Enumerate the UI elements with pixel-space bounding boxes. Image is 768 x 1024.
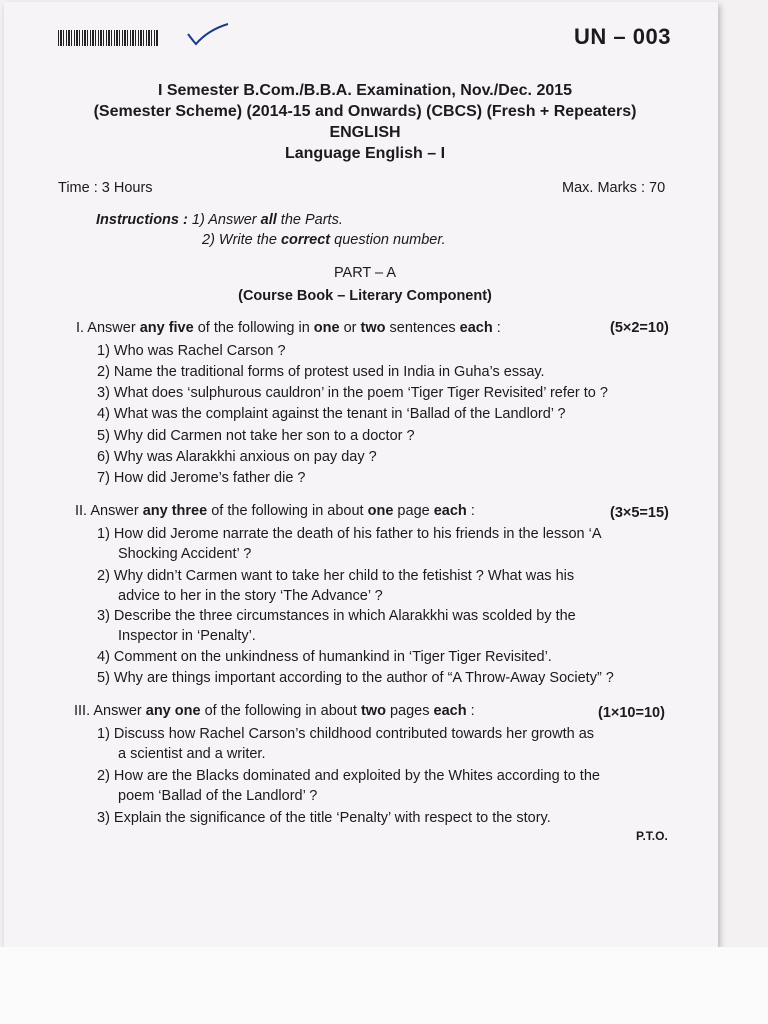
heading-text: : bbox=[466, 703, 475, 719]
time-label: Time : 3 Hours bbox=[58, 180, 153, 196]
instruction-1 bbox=[96, 212, 343, 228]
question: 4) What was the complaint against the tenant in ‘Ballad of the Landlord’ ? bbox=[97, 406, 566, 422]
section-marks: (1×10=10) bbox=[598, 705, 665, 721]
heading-emph: each bbox=[433, 703, 467, 719]
heading-emph: two bbox=[360, 703, 386, 719]
question-line: poem ‘Ballad of the Landlord’ ? bbox=[118, 788, 318, 804]
heading-text: Answer bbox=[93, 703, 146, 719]
part-title: PART – A bbox=[333, 265, 397, 281]
max-marks: Max. Marks : 70 bbox=[562, 180, 666, 196]
question-line: a scientist and a writer. bbox=[118, 746, 266, 762]
question: 6) Why was Alarakkhi anxious on pay day ? bbox=[97, 449, 377, 465]
question-line: 1) How did Jerome narrate the death of his father to his friends in the lesson ‘A bbox=[97, 526, 602, 542]
instructions-label: Instructions : bbox=[96, 212, 188, 228]
heading-emph: each bbox=[433, 503, 467, 519]
instruction-2 bbox=[202, 232, 446, 248]
heading-emph: any three bbox=[142, 503, 208, 519]
heading-text: of the following in about bbox=[207, 503, 368, 519]
part-subtitle: (Course Book – Literary Component) bbox=[238, 288, 492, 304]
question bbox=[97, 606, 576, 646]
question-line: 2) Why didn’t Carmen want to take her child to the fetishist ? What was his bbox=[97, 568, 575, 584]
question bbox=[97, 566, 574, 606]
instruction-text: question number. bbox=[330, 232, 446, 248]
section-number: III. bbox=[74, 703, 91, 719]
question: 7) How did Jerome’s father die ? bbox=[97, 470, 306, 486]
instruction-emph: all bbox=[260, 212, 277, 228]
question: 3) What does ‘sulphurous cauldron’ in the poem ‘Tiger Tiger Revisited’ refer to ? bbox=[97, 385, 608, 401]
heading-text: : bbox=[492, 320, 501, 336]
question-line: 1) Discuss how Rachel Carson’s childhood contributed towards her growth as bbox=[97, 726, 595, 742]
check-mark-icon bbox=[186, 22, 230, 48]
heading-text: sentences bbox=[385, 320, 460, 336]
heading-emph: one bbox=[313, 320, 340, 336]
section-heading bbox=[76, 320, 501, 336]
question bbox=[97, 724, 594, 764]
section-number: I. bbox=[76, 320, 85, 336]
question: 4) Comment on the unkindness of humankind in ‘Tiger Tiger Revisited’. bbox=[97, 649, 552, 665]
heading-text: Answer bbox=[90, 503, 143, 519]
heading-text: or bbox=[339, 320, 361, 336]
question-line: Shocking Accident’ ? bbox=[118, 546, 252, 562]
page-turn-note: P.T.O. bbox=[636, 829, 668, 843]
paper-title: Language English – I bbox=[284, 145, 446, 162]
heading-emph: any five bbox=[139, 320, 194, 336]
heading-emph: any one bbox=[145, 703, 201, 719]
question-line: 3) Describe the three circumstances in which Alarakkhi was scolded by the bbox=[97, 608, 576, 624]
question: 1) Who was Rachel Carson ? bbox=[97, 343, 286, 359]
section-heading bbox=[75, 503, 475, 519]
question bbox=[97, 524, 602, 564]
heading-emph: each bbox=[459, 320, 493, 336]
question bbox=[97, 766, 600, 806]
section-heading bbox=[74, 703, 475, 719]
section-marks: (5×2=10) bbox=[610, 320, 669, 336]
instruction-text: 2) Write the bbox=[202, 232, 281, 248]
heading-text: page bbox=[393, 503, 434, 519]
question: 2) Name the traditional forms of protest used in India in Guha’s essay. bbox=[97, 364, 545, 380]
question-line: 2) How are the Blacks dominated and exploited by the Whites according to the bbox=[97, 768, 600, 784]
question: 5) Why are things important according to the author of “A Throw-Away Society” ? bbox=[97, 670, 614, 686]
question: 3) Explain the significance of the title ‘Penalty’ with respect to the story. bbox=[97, 810, 551, 826]
heading-text: of the following in about bbox=[200, 703, 361, 719]
instruction-text: 1) Answer bbox=[191, 212, 261, 228]
instruction-emph: correct bbox=[280, 232, 331, 248]
question: 5) Why did Carmen not take her son to a doctor ? bbox=[97, 428, 415, 444]
heading-text: Answer bbox=[87, 320, 140, 336]
section-number: II. bbox=[75, 503, 88, 519]
subject-title: ENGLISH bbox=[329, 124, 401, 141]
question-line: advice to her in the story ‘The Advance’ ? bbox=[118, 588, 383, 604]
instruction-text: the Parts. bbox=[276, 212, 343, 228]
heading-text: : bbox=[466, 503, 475, 519]
section-marks: (3×5=15) bbox=[610, 505, 669, 521]
scan-margin bbox=[0, 947, 768, 1024]
heading-text: of the following in bbox=[193, 320, 314, 336]
barcode-icon bbox=[58, 30, 158, 46]
heading-text: pages bbox=[385, 703, 434, 719]
exam-title: I Semester B.Com./B.B.A. Examination, Nov./Dec. 2015 bbox=[157, 82, 573, 99]
paper-code: UN – 003 bbox=[574, 24, 671, 49]
exam-scheme: (Semester Scheme) (2014-15 and Onwards) (CBCS) (Fresh + Repeaters) bbox=[93, 103, 637, 120]
question-line: Inspector in ‘Penalty’. bbox=[118, 628, 256, 644]
heading-emph: two bbox=[360, 320, 386, 336]
heading-emph: one bbox=[367, 503, 394, 519]
